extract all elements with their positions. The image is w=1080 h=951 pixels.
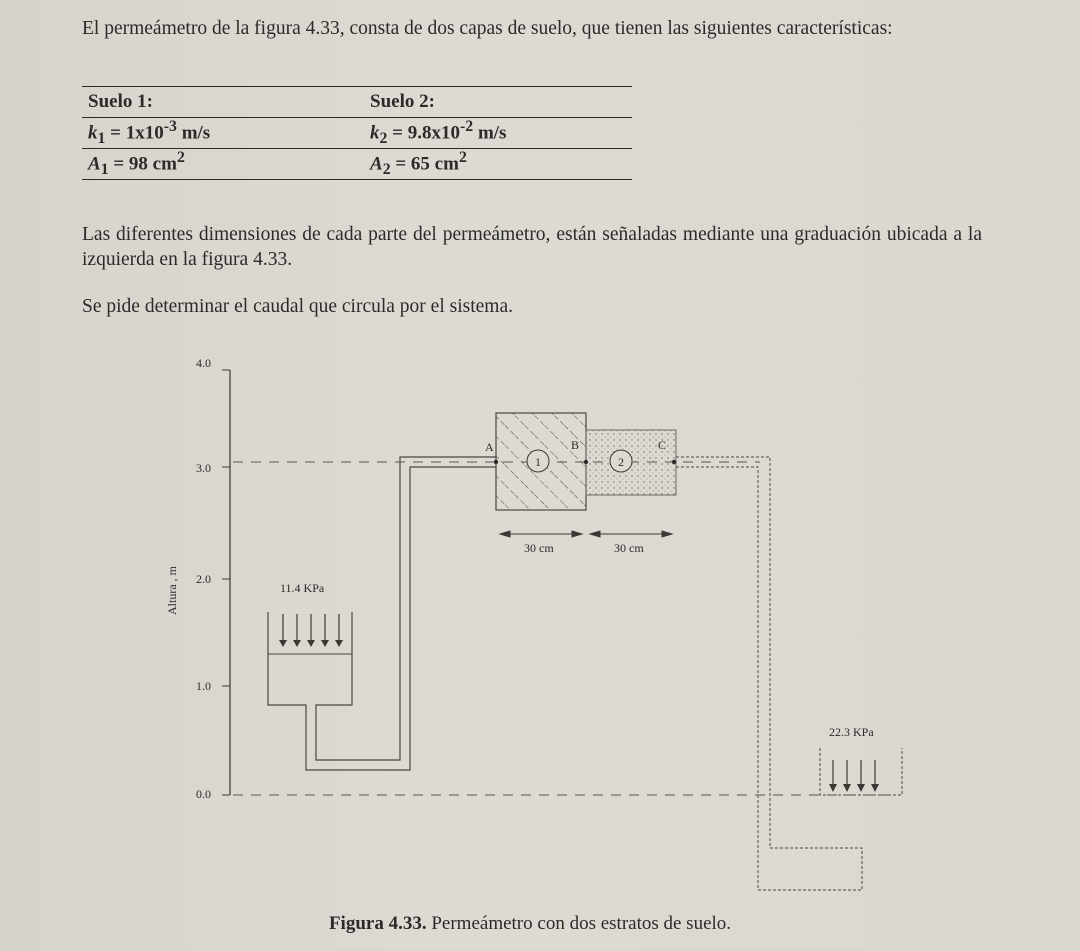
y-tick-label: 4.0 bbox=[196, 356, 211, 370]
figure-caption bbox=[0, 913, 1060, 935]
table-cell-a2: $A_2 = 65$ $cm^2$ bbox=[370, 149, 467, 179]
soil-1-label: 1 bbox=[535, 455, 541, 469]
point-b-label: B bbox=[571, 438, 580, 452]
caption-figure-number: Figura 4.33. bbox=[328, 913, 427, 934]
soil-2-label: 2 bbox=[618, 455, 624, 469]
point-c-marker bbox=[672, 460, 676, 464]
dimension-lines bbox=[500, 531, 672, 537]
point-c-label: C bbox=[658, 438, 667, 452]
table-header-soil-2: Suelo 2: bbox=[370, 91, 435, 112]
intro-paragraph: El permeámetro de la figura 4.33, consta de dos capas de suelo, que tienen las siguientes características: bbox=[82, 18, 893, 39]
dimension-label-soil-1: 30 cm bbox=[524, 541, 554, 555]
table-header-soil-1: Suelo 1: bbox=[88, 91, 153, 112]
y-tick-label: 2.0 bbox=[196, 572, 211, 586]
y-tick-label: 3.0 bbox=[196, 461, 211, 475]
point-a-marker bbox=[494, 460, 498, 464]
dimensions-paragraph: Las diferentes dimensiones de cada parte del permeámetro, están señaladas mediante una graduación ubicada a la izquierda en la figura 4.33. bbox=[82, 224, 982, 270]
table-cell-k2: $k_2 = 9.8x10^{-2}$ m/s bbox=[370, 118, 507, 148]
question-paragraph: Se pide determinar el caudal que circula por el sistema. bbox=[82, 296, 513, 317]
left-reservoir bbox=[268, 457, 496, 770]
point-b-marker bbox=[584, 460, 588, 464]
y-axis bbox=[165, 356, 230, 801]
table-cell-a1: $A_1 = 98$ $cm^2$ bbox=[88, 149, 185, 179]
right-reservoir bbox=[676, 457, 902, 890]
dimension-label-soil-2: 30 cm bbox=[614, 541, 644, 555]
y-tick-label: 0.0 bbox=[196, 787, 211, 801]
y-tick-label: 1.0 bbox=[196, 679, 211, 693]
y-axis-label: Altura , m bbox=[165, 566, 179, 615]
left-pressure-label: 11.4 KPa bbox=[280, 581, 325, 595]
right-pressure-label: 22.3 KPa bbox=[829, 725, 874, 739]
point-a-label: A bbox=[485, 440, 494, 454]
table-cell-k1: $k_1 = 1x10^{-3}$ m/s bbox=[88, 118, 211, 148]
caption-text: Permeámetro con dos estratos de suelo. bbox=[426, 913, 732, 934]
